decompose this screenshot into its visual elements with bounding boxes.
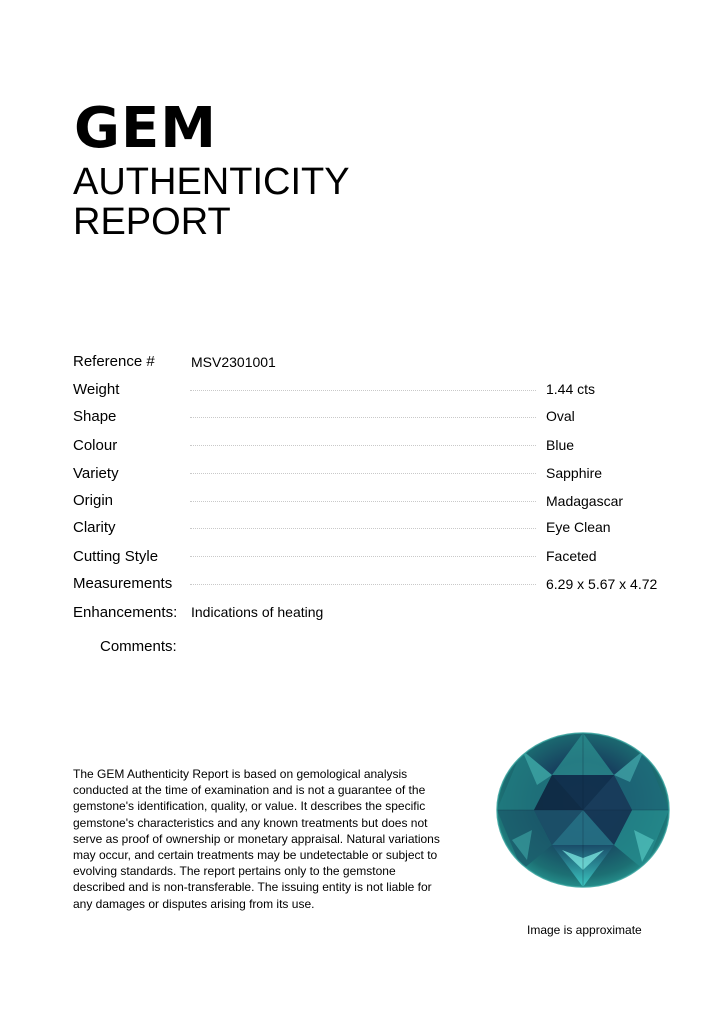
gemstone-image [492, 730, 674, 890]
detail-label: Shape [73, 408, 117, 425]
detail-label: Clarity [73, 519, 116, 536]
enhancements-label: Enhancements: [73, 604, 178, 621]
detail-value: Eye Clean [546, 519, 611, 535]
image-caption: Image is approximate [527, 923, 642, 937]
detail-label: Colour [73, 437, 118, 454]
detail-value: Blue [546, 437, 575, 453]
subtitle-line-1: AUTHENTICITY [73, 161, 350, 203]
reference-value: MSV2301001 [191, 354, 276, 370]
detail-label: Cutting Style [73, 548, 159, 565]
detail-label: Weight [73, 381, 120, 398]
report-subtitle [73, 162, 350, 242]
dotted-leader [190, 556, 536, 557]
detail-label: Measurements [73, 575, 173, 592]
dotted-leader [190, 390, 536, 391]
detail-value: 6.29 x 5.67 x 4.72 [546, 576, 658, 592]
dotted-leader [190, 473, 536, 474]
report-title: GEM [74, 96, 217, 161]
detail-label: Origin [73, 492, 114, 509]
detail-value: Madagascar [546, 493, 624, 509]
enhancements-value: Indications of heating [191, 604, 324, 620]
detail-value: Sapphire [546, 465, 603, 481]
detail-value: 1.44 cts [546, 381, 596, 397]
comments-label: Comments: [100, 638, 177, 655]
detail-label: Variety [73, 465, 119, 482]
dotted-leader [190, 501, 536, 502]
dotted-leader [190, 528, 536, 529]
reference-label: Reference # [73, 353, 155, 370]
dotted-leader [190, 417, 536, 418]
sapphire-icon [492, 730, 674, 890]
disclaimer-text: The GEM Authenticity Report is based on gemological analysis conducted at the time of examination and is not a guarantee of the gemstone's identification, quality, or value. It describes the specific gemstone's characteristics and any known treatments but does not serve as proof of ownership or monetary appraisal. Natural variations may occur, and certain treatments may be undetectable or subject to evolving standards. The report pertains only to the gemstone described and is non-transferable. The issuing entity is not liable for any damages or disputes arising from its use. [73, 767, 440, 911]
detail-value: Faceted [546, 548, 597, 564]
subtitle-line-2: REPORT [73, 201, 231, 243]
detail-value: Oval [546, 408, 575, 424]
dotted-leader [190, 584, 536, 585]
dotted-leader [190, 445, 536, 446]
